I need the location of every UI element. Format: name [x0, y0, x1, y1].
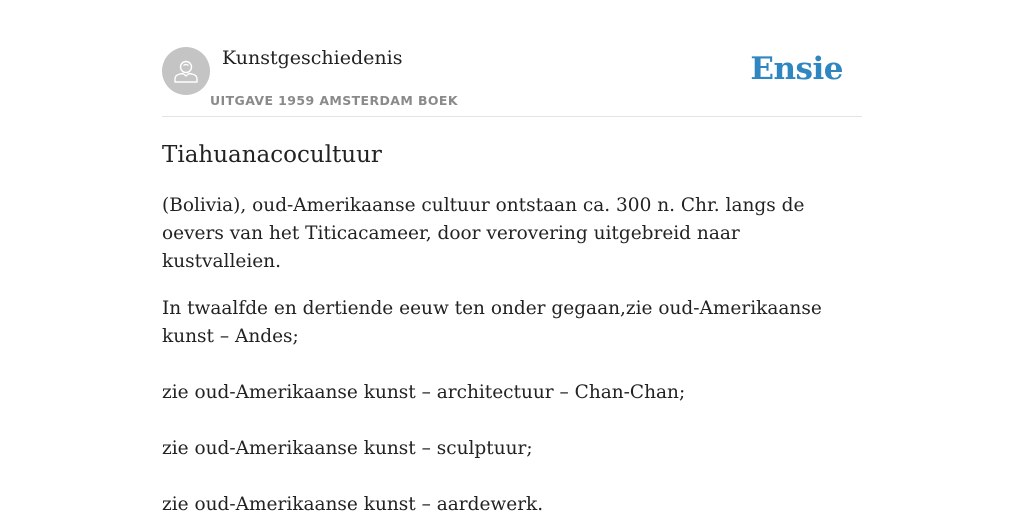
edition-label: UITGAVE 1959 AMSTERDAM BOEK	[210, 93, 458, 108]
reference-paragraph: zie oud-Amerikaanse kunst – aardewerk.	[162, 494, 544, 512]
article-body	[162, 192, 842, 512]
reference-paragraph: zie oud-Amerikaanse kunst – sculptuur;	[162, 438, 533, 459]
user-icon	[171, 56, 201, 86]
ensie-logo[interactable]: Ensie	[750, 51, 843, 87]
reference-paragraph: zie oud-Amerikaanse kunst – architectuur – Chan-Chan;	[162, 382, 686, 403]
article-title: Tiahuanacocultuur	[162, 142, 382, 168]
author-avatar[interactable]	[162, 47, 210, 95]
article-header	[162, 46, 862, 117]
reference-paragraph: In twaalfde en dertiende eeuw ten onder gegaan,zie oud-Amerikaanse kunst – Andes;	[162, 298, 822, 347]
article-paragraph: (Bolivia), oud-Amerikaanse cultuur ontstaan ca. 300 n. Chr. langs de oevers van het Titicacameer, door verovering uitgebreid naar kustvalleien.	[162, 195, 805, 272]
category-link[interactable]: Kunstgeschiedenis	[222, 47, 403, 69]
